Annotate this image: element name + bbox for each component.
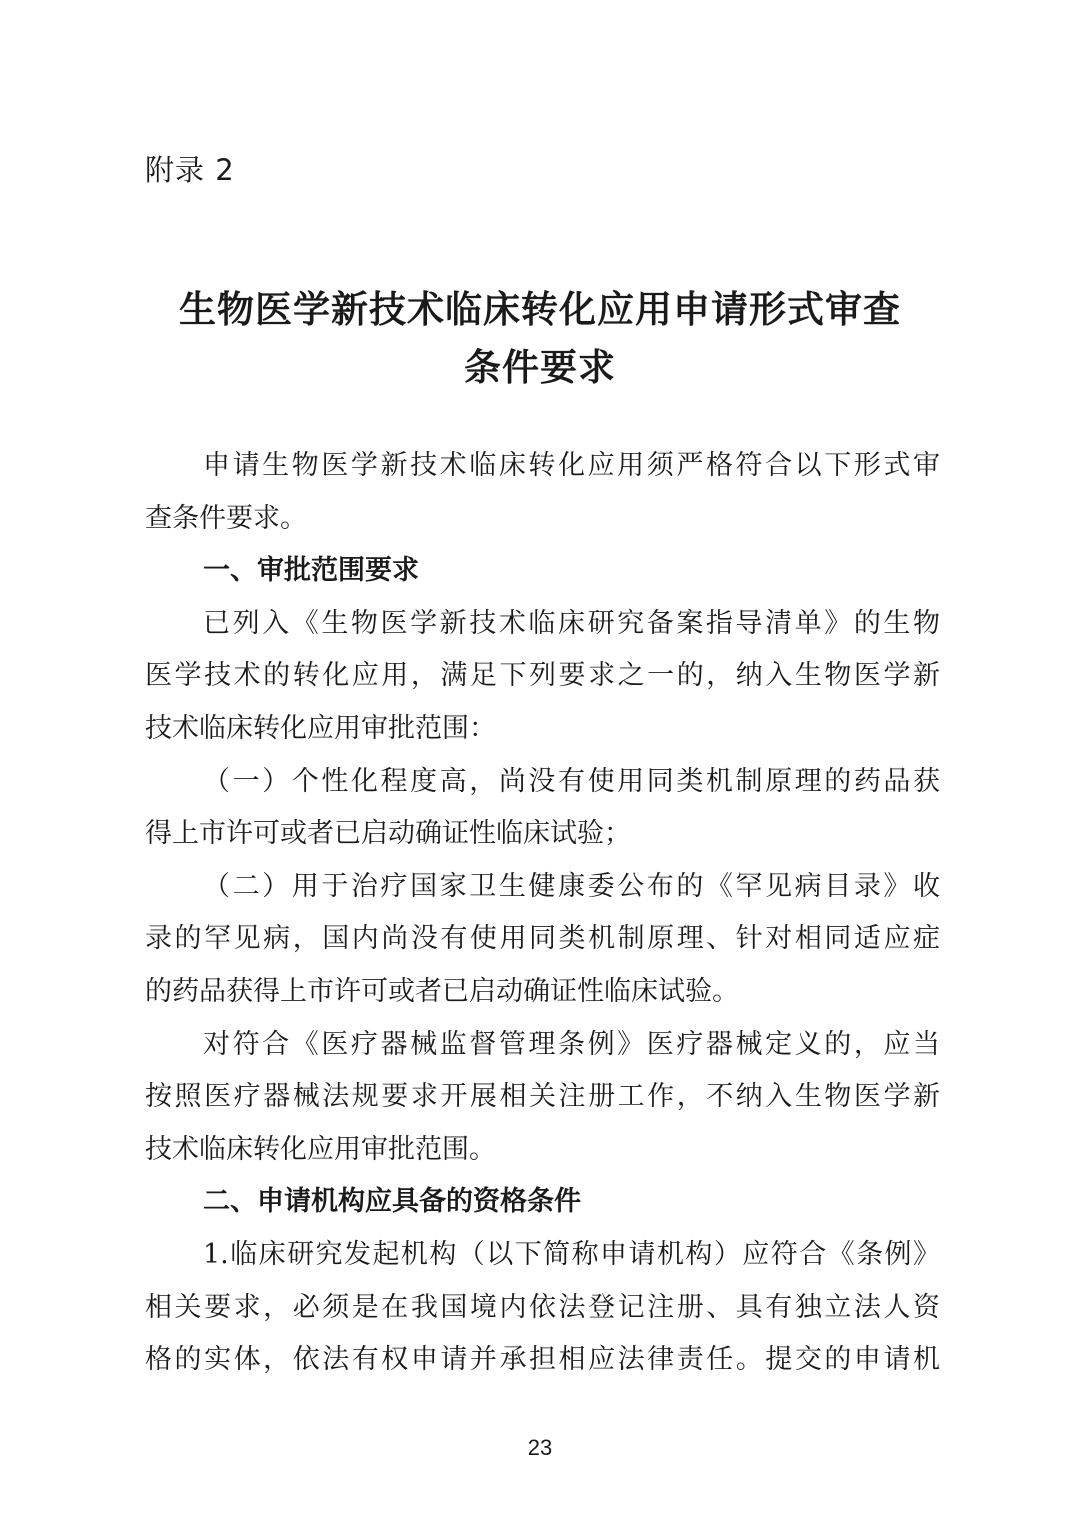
body-line: （二）用于治疗国家卫生健康委公布的《罕见病目录》收 xyxy=(203,870,940,902)
body-line: 按照医疗器械法规要求开展相关注册工作，不纳入生物医学新 xyxy=(145,1081,940,1113)
body-line: 查条件要求。 xyxy=(145,502,307,534)
body-line: 技术临床转化应用审批范围。 xyxy=(145,1133,496,1165)
section-heading: 二、申请机构应具备的资格条件 xyxy=(203,1186,581,1218)
section-heading: 一、审批范围要求 xyxy=(203,555,419,587)
body-line: 录的罕见病，国内尚没有使用同类机制原理、针对相同适应症 xyxy=(145,923,940,955)
body-line: 技术临床转化应用审批范围： xyxy=(145,712,496,744)
body-line: 的药品获得上市许可或者已启动确证性临床试验。 xyxy=(145,975,739,1007)
appendix-label: 附录 2 xyxy=(145,153,235,187)
body-line: 对符合《医疗器械监督管理条例》医疗器械定义的，应当 xyxy=(203,1028,940,1060)
body-line: 医学技术的转化应用，满足下列要求之一的，纳入生物医学新 xyxy=(145,660,940,692)
body-line: 相关要求，必须是在我国境内依法登记注册、具有独立法人资 xyxy=(145,1291,940,1323)
document-title-line-1: 生物医学新技术临床转化应用申请形式审查 xyxy=(179,288,901,331)
body-line: 已列入《生物医学新技术临床研究备案指导清单》的生物 xyxy=(203,607,940,639)
document-body xyxy=(145,440,940,1387)
body-line: 1.临床研究发起机构（以下简称申请机构）应符合《条例》 xyxy=(203,1238,940,1270)
page-number: 23 xyxy=(527,1435,553,1460)
document-title-line-2: 条件要求 xyxy=(464,346,616,389)
body-line: 格的实体，依法有权申请并承担相应法律责任。提交的申请机 xyxy=(145,1344,940,1376)
body-line: （一）个性化程度高，尚没有使用同类机制原理的药品获 xyxy=(203,765,940,797)
body-line: 申请生物医学新技术临床转化应用须严格符合以下形式审 xyxy=(203,450,940,481)
body-line: 得上市许可或者已启动确证性临床试验； xyxy=(145,818,631,850)
